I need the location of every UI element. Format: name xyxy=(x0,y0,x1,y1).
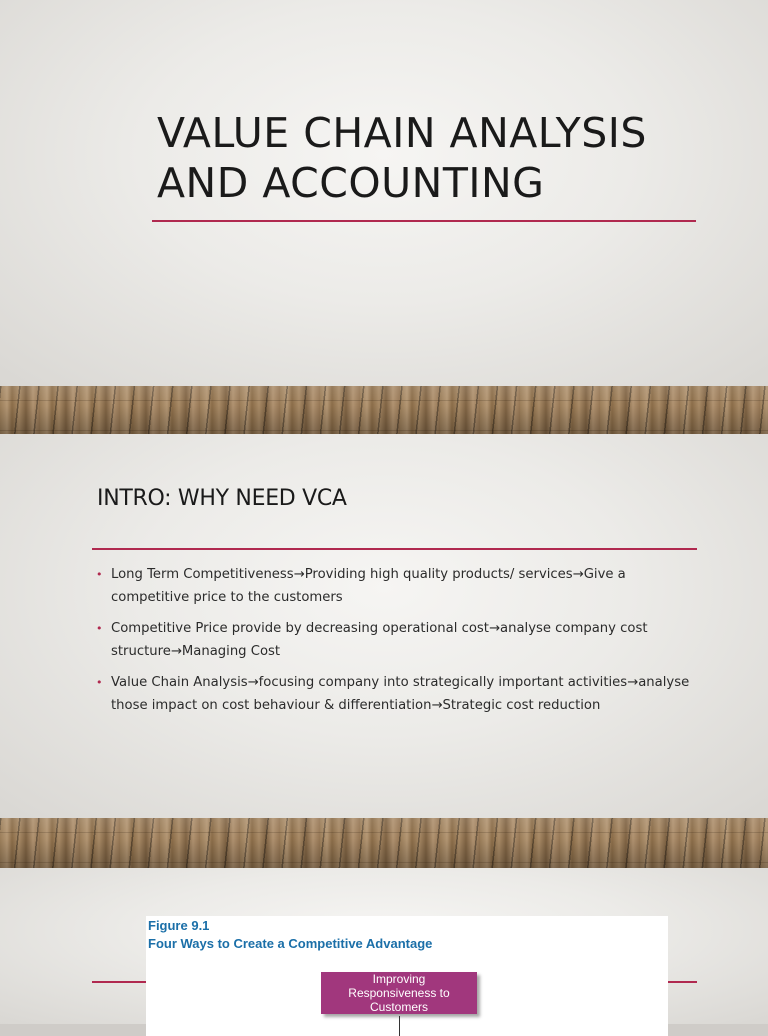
list-item: • Long Term Competitiveness→Providing high quality products/ services→Give a competitive price to the customers xyxy=(96,563,696,609)
bullet-icon: • xyxy=(96,676,103,689)
figure-box xyxy=(321,972,477,1014)
title-line-1: VALUE CHAIN ANALYSIS xyxy=(157,109,647,157)
wood-floor-divider xyxy=(0,386,768,434)
title-divider xyxy=(152,220,696,222)
bullet-icon: • xyxy=(96,568,103,581)
figure-image xyxy=(146,916,668,1036)
heading-divider xyxy=(92,548,697,550)
list-item: • Competitive Price provide by decreasing operational cost→analyse company cost structure→Managing Cost xyxy=(96,617,696,663)
slide-2 xyxy=(0,434,768,818)
title-line-2: AND ACCOUNTING xyxy=(157,159,545,207)
slide-title xyxy=(157,108,717,208)
slide-1 xyxy=(0,0,768,386)
bullet-list xyxy=(96,563,696,725)
list-item: • Value Chain Analysis→focusing company into strategically important activities→analyse those impact on cost behaviour & differentiation→Strategic cost reduction xyxy=(96,671,696,717)
figure-number: Figure 9.1 xyxy=(148,918,210,933)
figure-title: Four Ways to Create a Competitive Advantage xyxy=(148,936,433,951)
slide-heading: INTRO: WHY NEED VCA xyxy=(97,486,347,511)
bullet-icon: • xyxy=(96,622,103,635)
figure-connector xyxy=(399,1016,400,1036)
wood-floor-divider xyxy=(0,818,768,868)
figure-box-label: Improving Responsiveness to Customers xyxy=(348,972,450,1014)
